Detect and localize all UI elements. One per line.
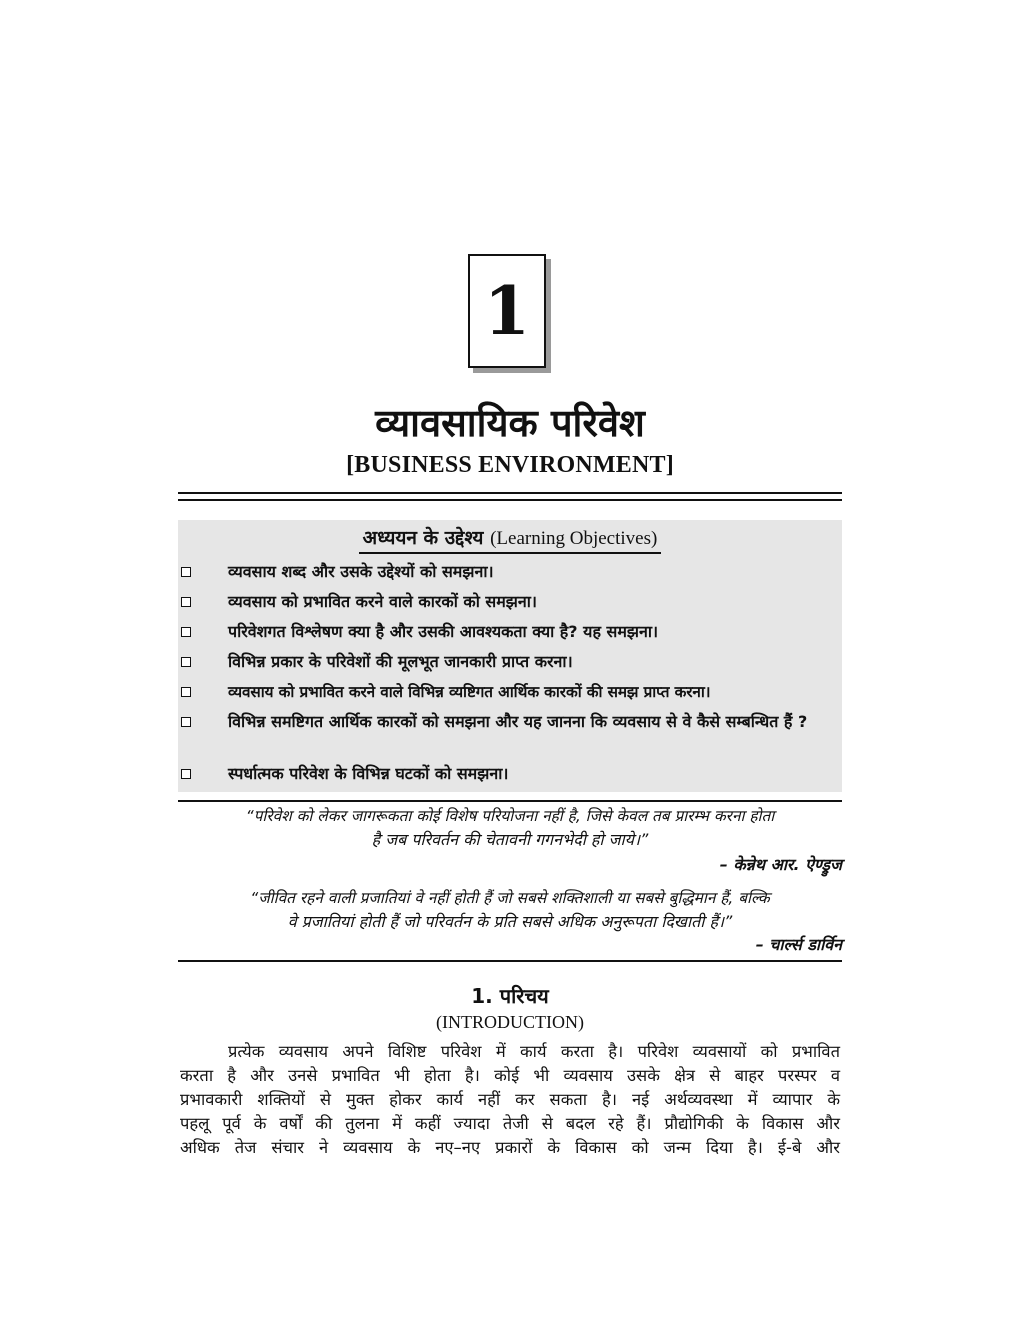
objective-text: स्पर्धात्मक परिवेश के विभिन्न घटकों को समझना। <box>228 764 509 783</box>
checkbox-bullet-icon <box>181 717 191 727</box>
objective-text: विभिन्न समष्टिगत आर्थिक कारकों को समझना और यह जानना कि व्यवसाय से वे कैसे सम्बन्धित हैं ? <box>228 712 808 731</box>
chapter-title-hindi: व्यावसायिक परिवेश <box>375 401 645 445</box>
objective-item <box>178 650 842 680</box>
objective-item <box>178 710 842 762</box>
objective-text: विभिन्न प्रकार के परिवेशों की मूलभूत जानकारी प्राप्त करना। <box>228 652 573 671</box>
quote-1-line-2: है जब परिवर्तन की चेतावनी गगनभेदी हो जाये।” <box>371 830 649 849</box>
objective-text: व्यवसाय शब्द और उसके उद्देश्यों को समझना। <box>228 562 494 581</box>
checkbox-bullet-icon <box>181 657 191 667</box>
checkbox-bullet-icon <box>181 597 191 607</box>
quotes-rule-top <box>178 800 842 802</box>
title-rule-bottom <box>178 499 842 501</box>
objectives-list <box>178 560 842 792</box>
objective-item <box>178 560 842 590</box>
body-line: प्रभावकारी शक्तियों से मुक्त होकर कार्य नहीं कर सकता है। नई अर्थव्यवस्था में व्यापार के <box>180 1090 840 1109</box>
body-line: करता है और उनसे प्रभावित भी होता है। कोई भी व्यवसाय उसके क्षेत्र से बाहर परस्पर व <box>180 1066 840 1085</box>
objective-text: व्यवसाय को प्रभावित करने वाले कारकों को समझना। <box>228 592 537 611</box>
objectives-heading-hindi: अध्ययन के उद्देश्य <box>362 527 484 549</box>
objective-item <box>178 620 842 650</box>
quote-2-author: – चार्ल्स डार्विन <box>755 935 842 954</box>
title-rule-top <box>178 492 842 494</box>
body-line: पहलू पूर्व के वर्षों की तुलना में कहीं ज्यादा तेजी से बदल रहे हैं। प्रौद्योगिकी के विकास और <box>180 1114 840 1133</box>
chapter-title-english: [BUSINESS ENVIRONMENT] <box>346 452 674 478</box>
checkbox-bullet-icon <box>181 769 191 779</box>
section-subtitle: (INTRODUCTION) <box>436 1012 584 1032</box>
checkbox-bullet-icon <box>181 687 191 697</box>
quotes-rule-bottom <box>178 960 842 962</box>
objective-item <box>178 762 842 792</box>
quote-1-line-1: “परिवेश को लेकर जागरूकता कोई विशेष परियोजना नहीं है, जिसे केवल तब प्रारम्भ करना होता <box>245 807 775 825</box>
objective-item <box>178 590 842 620</box>
chapter-number-box <box>468 254 546 368</box>
objectives-heading-english: (Learning Objectives) <box>490 528 658 549</box>
quote-1-author: – केन्नेथ आर. ऐण्ड्रुज <box>719 855 842 874</box>
quote-2-line-2: वे प्रजातियां होती हैं जो परिवर्तन के प्रति सबसे अधिक अनुरूपता दिखाती हैं।” <box>287 912 733 931</box>
checkbox-bullet-icon <box>181 627 191 637</box>
checkbox-bullet-icon <box>181 567 191 577</box>
objective-text: परिवेशगत विश्लेषण क्या है और उसकी आवश्यकता क्या है? यह समझना। <box>228 622 659 641</box>
objective-text: व्यवसाय को प्रभावित करने वाले विभिन्न व्यष्टिगत आर्थिक कारकों की समझ प्राप्त करना। <box>228 683 711 701</box>
quote-2-line-1: “जीवित रहने वाली प्रजातियां वे नहीं होती हैं जो सबसे शक्तिशाली या सबसे बुद्धिमान हैं, बल्कि <box>250 889 770 907</box>
body-line: अधिक तेज संचार ने व्यवसाय के नए–नए प्रकारों के विकास को जन्म दिया है। ई-बे और <box>180 1138 840 1157</box>
section-title: 1. परिचय <box>471 984 549 1008</box>
objectives-heading <box>178 524 842 554</box>
body-line: प्रत्येक व्यवसाय अपने विशिष्ट परिवेश में कार्य करता है। परिवेश व्यवसायों को प्रभावित <box>228 1042 840 1061</box>
objective-item <box>178 680 842 710</box>
chapter-number: 1 <box>484 272 530 350</box>
learning-objectives-box <box>178 520 842 792</box>
